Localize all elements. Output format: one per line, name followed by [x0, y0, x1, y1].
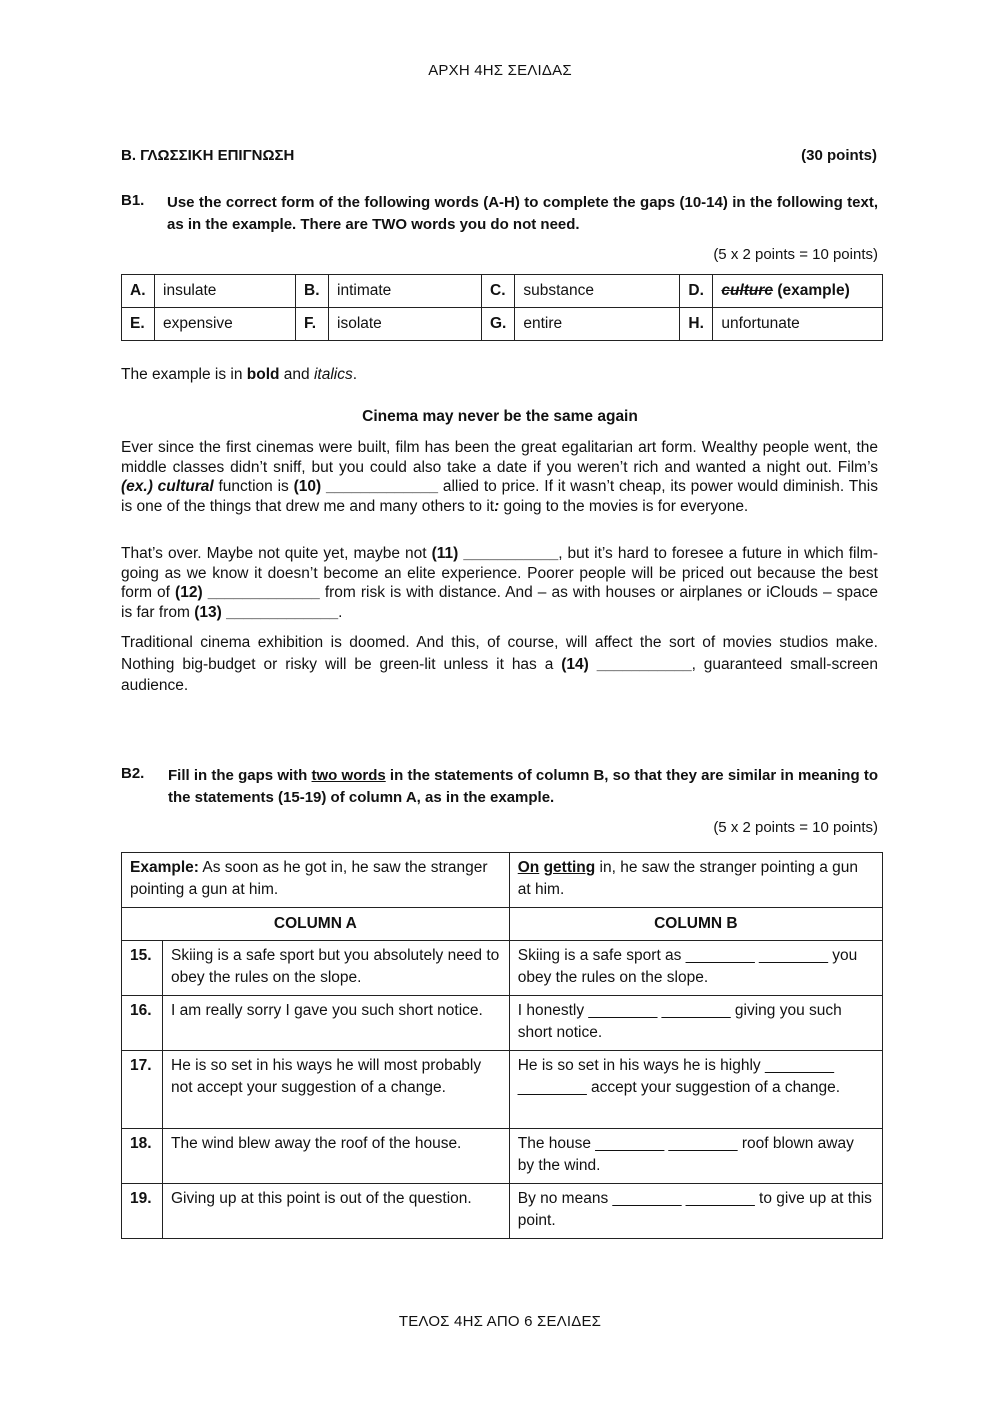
- word-table-row: [122, 308, 883, 341]
- example-note: (example): [777, 282, 850, 299]
- note-italic: italics: [313, 366, 353, 383]
- b2-score: (5 x 2 points = 10 points): [713, 819, 878, 836]
- example-word: culture: [721, 282, 774, 299]
- example-note-line: [121, 366, 357, 384]
- row-number: 19.: [122, 1184, 163, 1239]
- example-answer: On: [517, 859, 540, 876]
- gap-blank: _____________: [207, 584, 320, 602]
- b2-instruction: [168, 765, 878, 809]
- b1-instruction: Use the correct form of the following words (A-H) to complete the gaps (10-14) in the following text, as in the example. There are TWO words you do not need.: [167, 194, 878, 233]
- table-row: [122, 1129, 883, 1184]
- column-b-cell: The house ________ ________ roof blown away by the wind.: [509, 1129, 882, 1184]
- paragraph-3: [121, 632, 878, 697]
- text-title: Cinema may never be the same again: [362, 408, 638, 425]
- note-bold: bold: [246, 366, 280, 383]
- page-header: ΑΡΧΗ 4ΗΣ ΣΕΛΙΔΑΣ: [428, 62, 572, 79]
- word-letter: E.: [122, 308, 155, 341]
- section-title: Β. ΓΛΩΣΣΙΚΗ ΕΠΙΓΝΩΣΗ: [121, 147, 295, 164]
- gap-blank: _____________: [325, 478, 439, 496]
- table-row: [122, 1184, 883, 1239]
- word-cell-example: [713, 275, 883, 308]
- column-a-header: COLUMN A: [122, 908, 510, 941]
- gap-label: (12): [175, 584, 203, 602]
- example-label: Example:: [130, 859, 199, 876]
- para-text: Traditional cinema exhibition is doomed. And this, of course, will affect the sort of movies studios make. Nothing big-budget or risky will be green-lit unless it has a: [121, 634, 878, 673]
- para-text: That’s over. Maybe not quite yet, maybe not: [121, 545, 432, 562]
- table-row: [122, 941, 883, 996]
- word-letter: A.: [122, 275, 155, 308]
- word-letter: C.: [482, 275, 515, 308]
- word-cell: entire: [515, 308, 680, 341]
- word-letter: D.: [680, 275, 713, 308]
- b1-number: B1.: [121, 192, 145, 209]
- column-a-cell: I am really sorry I gave you such short notice.: [163, 996, 510, 1051]
- column-b-cell: By no means ________ ________ to give up at this point.: [509, 1184, 882, 1239]
- word-cell: expensive: [155, 308, 296, 341]
- para-text: function is: [213, 478, 294, 496]
- row-number: 15.: [122, 941, 163, 996]
- column-b-cell: Skiing is a safe sport as ________ ________ you obey the rules on the slope.: [509, 941, 882, 996]
- table-row: [122, 1051, 883, 1129]
- instr-text: in the statements of column B, so that they are similar in meaning to the statements (15-19) of column A, as in the example.: [168, 767, 878, 806]
- column-a-cell: He is so set in his ways he will most probably not accept your suggestion of a change.: [163, 1051, 510, 1129]
- para-text: , guaranteed small-screen audience.: [121, 655, 878, 694]
- column-a-cell: The wind blew away the roof of the house.: [163, 1129, 510, 1184]
- para-text: from risk is with distance. And – as with houses or airplanes or iClouds – space is far from: [121, 584, 878, 621]
- word-cell: insulate: [155, 275, 296, 308]
- note-text: .: [352, 366, 358, 383]
- note-text: and: [279, 366, 314, 383]
- row-number: 17.: [122, 1051, 163, 1129]
- word-cell: isolate: [329, 308, 482, 341]
- word-cell: unfortunate: [713, 308, 883, 341]
- instr-text: Fill in the gaps with: [168, 767, 312, 784]
- gap-label: (11): [431, 545, 459, 562]
- gap-label: (13): [194, 603, 222, 621]
- para-text: allied to price. If it wasn’t cheap, its power would diminish. This is one of the things that drew me and many others to it: [121, 478, 878, 515]
- column-b-cell: He is so set in his ways he is highly ________ ________ accept your suggestion of a change.: [509, 1051, 882, 1129]
- word-letter: F.: [296, 308, 329, 341]
- para-text: , but it’s hard to foresee a future in which film-going as we know it doesn’t become an elite experience. Poorer people will be priced out because the best form of: [121, 545, 878, 602]
- example-answer: getting: [543, 859, 596, 876]
- paragraph-1: [121, 438, 878, 516]
- gap-blank: _____________: [226, 603, 339, 621]
- column-b-header: COLUMN B: [509, 908, 882, 941]
- section-points: (30 points): [801, 147, 877, 164]
- para-text: going to the movies is for everyone.: [499, 497, 749, 515]
- note-text: The example is in: [121, 366, 247, 383]
- example-text-b: in, he saw the stranger pointing a gun at him.: [517, 859, 859, 898]
- gap-label: (14): [561, 655, 589, 673]
- word-table-row: [122, 275, 883, 308]
- column-header-row: [122, 908, 883, 941]
- page-footer: ΤΕΛΟΣ 4ΗΣ ΑΠΟ 6 ΣΕΛΙΔΕΣ: [398, 1313, 602, 1330]
- word-table: [121, 274, 883, 341]
- gap-blank: ___________: [463, 545, 559, 562]
- example-column-a: [122, 853, 510, 908]
- table-row: [122, 996, 883, 1051]
- column-a-cell: Giving up at this point is out of the question.: [163, 1184, 510, 1239]
- example-row: [122, 853, 883, 908]
- paragraph-2: [121, 544, 878, 622]
- para-text: Ever since the first cinemas were built, film has been the great egalitarian art form. Wealthy people went, the middle classes didn’t sniff, but you could also take a date if you weren’t rich and wanted a night out. Film’s: [121, 439, 878, 476]
- b2-number: B2.: [121, 765, 145, 782]
- b1-score: (5 x 2 points = 10 points): [713, 246, 878, 263]
- example-column-b: [509, 853, 882, 908]
- word-cell: substance: [515, 275, 680, 308]
- word-cell: intimate: [329, 275, 482, 308]
- gap-label: (10): [293, 478, 322, 496]
- word-letter: G.: [482, 308, 515, 341]
- example-text-a: As soon as he got in, he saw the stranger pointing a gun at him.: [130, 859, 488, 898]
- row-number: 16.: [122, 996, 163, 1051]
- column-b-cell: I honestly ________ ________ giving you such short notice.: [509, 996, 882, 1051]
- instr-underlined: two words: [311, 767, 386, 784]
- gap-blank: ___________: [596, 655, 692, 673]
- colon: :: [494, 497, 500, 515]
- row-number: 18.: [122, 1129, 163, 1184]
- column-a-cell: Skiing is a safe sport but you absolutely need to obey the rules on the slope.: [163, 941, 510, 996]
- b2-table: [121, 852, 883, 1239]
- word-letter: B.: [296, 275, 329, 308]
- example-inline: (ex.) cultural: [121, 478, 214, 496]
- word-letter: H.: [680, 308, 713, 341]
- para-text: .: [338, 603, 343, 621]
